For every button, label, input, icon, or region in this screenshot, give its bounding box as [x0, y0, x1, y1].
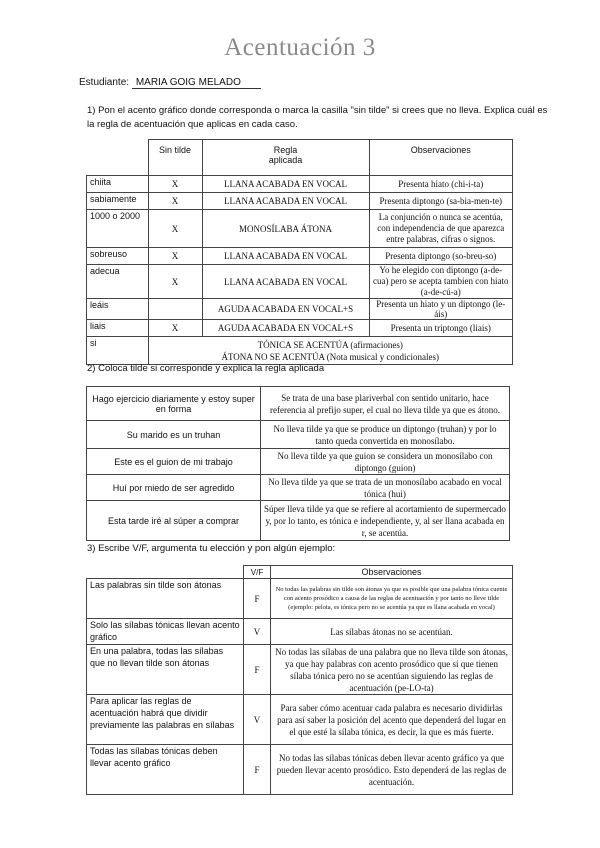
- si-row-line2: ÁTONA NO SE ACENTÚA (Nota musical y condicionales): [221, 351, 440, 362]
- section1-instruction-line2: la regla de acentuación que aplicas en cada caso.: [87, 119, 298, 130]
- header-regla-line1: Regla: [273, 145, 298, 155]
- row-sentence: Hago ejercicio diariamente y estoy super en forma: [87, 387, 261, 421]
- table-row: [87, 320, 513, 337]
- student-name[interactable]: MARIA GOIG MELADO: [132, 77, 261, 89]
- table-row: [87, 248, 513, 265]
- table-row: [87, 265, 513, 299]
- row-sin-tilde[interactable]: [148, 299, 202, 320]
- row-word: chiita: [87, 176, 149, 193]
- section1-instruction: [87, 104, 547, 132]
- row-regla[interactable]: LLANA ACABADA EN VOCAL: [202, 193, 369, 210]
- row-word: leáis: [87, 299, 149, 320]
- row-vf[interactable]: V: [244, 695, 271, 745]
- row-word: liais: [87, 320, 149, 337]
- table-row: [87, 475, 510, 501]
- row-statement: Solo las sílabas tónicas llevan acento gráfico: [87, 619, 244, 645]
- row-observacion[interactable]: Para saber cómo acentuar cada palabra es necesario dividirlas para así saber la posición del acento que dependerá del lugar en el que esté la sílaba tónica, es decir, la que es más fuerte.: [271, 695, 513, 745]
- row-vf[interactable]: V: [244, 619, 271, 645]
- row-sin-tilde[interactable]: X: [148, 210, 202, 248]
- row-observacion[interactable]: Yo he elegido con diptongo (a-de-cua) pero se acepta tambien con hiato (a-de-cú-a): [369, 265, 513, 299]
- row-observacion[interactable]: Presenta diptongo (so-breu-so): [369, 248, 513, 265]
- row-regla[interactable]: LLANA ACABADA EN VOCAL: [202, 265, 369, 299]
- table-row: [87, 501, 510, 541]
- row-sentence: Esta tarde iré al súper a comprar: [87, 501, 261, 541]
- truefalse-table: [86, 565, 513, 795]
- table-row-si: [87, 337, 513, 365]
- row-statement: Para aplicar las reglas de acentuación habrá que dividir previamente las palabras en sílabas: [87, 695, 244, 745]
- header-regla: [202, 140, 369, 176]
- table-row: [87, 193, 513, 210]
- row-regla[interactable]: LLANA ACABADA EN VOCAL: [202, 176, 369, 193]
- header-statement: [87, 566, 244, 579]
- row-regla[interactable]: LLANA ACABADA EN VOCAL: [202, 248, 369, 265]
- row-vf[interactable]: F: [244, 645, 271, 695]
- table-row: [87, 210, 513, 248]
- row-word: 1000 o 2000: [87, 210, 149, 248]
- row-explanation[interactable]: No lleva tilde ya que se trata de un monosílabo acabado en vocal tónica (hui): [261, 475, 510, 501]
- student-line: [79, 77, 261, 89]
- row-sin-tilde[interactable]: X: [148, 320, 202, 337]
- row-observacion[interactable]: No todas las palabras sin tilde son átonas ya que es posible que una palabra tónica cuente con acento prosódico a causa de las reglas de acentuación y por tanto no lleve tilde (ejemplo: pelota, es tónica pero no se acentúa ya que es llana acabada en vocal): [271, 579, 513, 619]
- section3-instruction: 3) Escribe V/F, argumenta tu elección y pon algún ejemplo:: [87, 543, 336, 554]
- table-row: [87, 745, 513, 795]
- accent-table: [86, 139, 513, 365]
- header-observaciones: Observaciones: [369, 140, 513, 176]
- row-word: sobreuso: [87, 248, 149, 265]
- row-observacion[interactable]: Presenta hiato (chi-i-ta): [369, 176, 513, 193]
- row-sin-tilde[interactable]: X: [148, 176, 202, 193]
- sentences-table: [86, 386, 510, 541]
- row-statement: En una palabra, todas las sílabas que no llevan tilde son átonas: [87, 645, 244, 695]
- row-explanation[interactable]: Se trata de una base plariverbal con sentido unitario, hace referencia al prefijo super, el cual no lleva tilde ya que es átono.: [261, 387, 510, 421]
- page-title: Acentuación 3: [224, 34, 376, 61]
- row-vf[interactable]: F: [244, 745, 271, 795]
- header-regla-line2: aplicada: [268, 155, 303, 165]
- row-explanation[interactable]: No lleva tilde ya que guion se considera un monosílabo con diptongo (guion): [261, 449, 510, 475]
- row-regla[interactable]: AGUDA ACABADA EN VOCAL+S: [202, 320, 369, 337]
- row-explanation[interactable]: Súper lleva tilde ya que se refiere al acortamiento de supermercado y, por lo tanto, es tónica e independiente, y, al ser llana acabada en r, se acentúa.: [261, 501, 510, 541]
- row-observacion[interactable]: Las sílabas átonas no se acentúan.: [271, 619, 513, 645]
- student-label: Estudiante:: [79, 77, 130, 88]
- table-row: [87, 449, 510, 475]
- header-word: [87, 140, 149, 176]
- row-sentence: Huí por miedo de ser agredido: [87, 475, 261, 501]
- row-statement: Las palabras sin tilde son átonas: [87, 579, 244, 619]
- table-row: [87, 695, 513, 745]
- truefalse-header: [87, 566, 513, 579]
- row-sentence: Su marido es un truhan: [87, 421, 261, 449]
- table-row: [87, 645, 513, 695]
- table-row: [87, 387, 510, 421]
- row-regla[interactable]: AGUDA ACABADA EN VOCAL+S: [202, 299, 369, 320]
- row-observacion[interactable]: La conjunción o nunca se acentúa, con independencia de que aparezca entre palabras, cifras o signos.: [369, 210, 513, 248]
- row-sin-tilde[interactable]: X: [148, 248, 202, 265]
- row-observacion[interactable]: Presenta diptongo (sa-bia-men-te): [369, 193, 513, 210]
- row-word: sabiamente: [87, 193, 149, 210]
- row-vf[interactable]: F: [244, 579, 271, 619]
- row-observacion[interactable]: No todas las sílabas tónicas deben llevar acento gráfico ya que pueden llevar acento prosódico. Esto dependerá de las reglas de acentuación.: [271, 745, 513, 795]
- row-observacion[interactable]: Presenta un triptongo (liais): [369, 320, 513, 337]
- table-row: [87, 176, 513, 193]
- section2-instruction: 2) Coloca tilde si corresponde y explica la regla aplicada: [87, 363, 325, 374]
- header-sin-tilde: Sin tilde: [148, 140, 202, 176]
- row-sentence: Este es el guion de mi trabajo: [87, 449, 261, 475]
- accent-table-header: [87, 140, 513, 176]
- row-regla[interactable]: MONOSÍLABA ÁTONA: [202, 210, 369, 248]
- row-sin-tilde[interactable]: X: [148, 193, 202, 210]
- header-observaciones: Observaciones: [271, 566, 513, 579]
- row-sin-tilde[interactable]: X: [148, 265, 202, 299]
- header-vf: V/F: [244, 566, 271, 579]
- row-observacion[interactable]: Presenta un hiato y un diptongo (le-áis): [369, 299, 513, 320]
- si-row-line1: TÓNICA SE ACENTÚA (afirmaciones): [257, 339, 403, 350]
- table-row: [87, 299, 513, 320]
- section1-instruction-line1: 1) Pon el acento gráfico donde corresponda o marca la casilla "sin tilde" si crees que no lleva. Explica cuál es: [87, 105, 548, 116]
- row-word: adecua: [87, 265, 149, 299]
- row-word: si: [87, 337, 149, 365]
- row-statement: Todas las sílabas tónicas deben llevar acento gráfico: [87, 745, 244, 795]
- row-explanation[interactable]: No lleva tilde ya que se produce un diptongo (truhan) y por lo tanto queda convertida en monosílabo.: [261, 421, 510, 449]
- row-observacion[interactable]: No todas las sílabas de una palabra que no lleva tilde son átonas, ya que hay palabras con acento prosódico que sí que tienen sílaba tónica pero no se acentúan siguiendo las reglas de acentuación (pe-LO-ta): [271, 645, 513, 695]
- si-row-rule[interactable]: [148, 337, 513, 365]
- table-row: [87, 619, 513, 645]
- table-row: [87, 579, 513, 619]
- table-row: [87, 421, 510, 449]
